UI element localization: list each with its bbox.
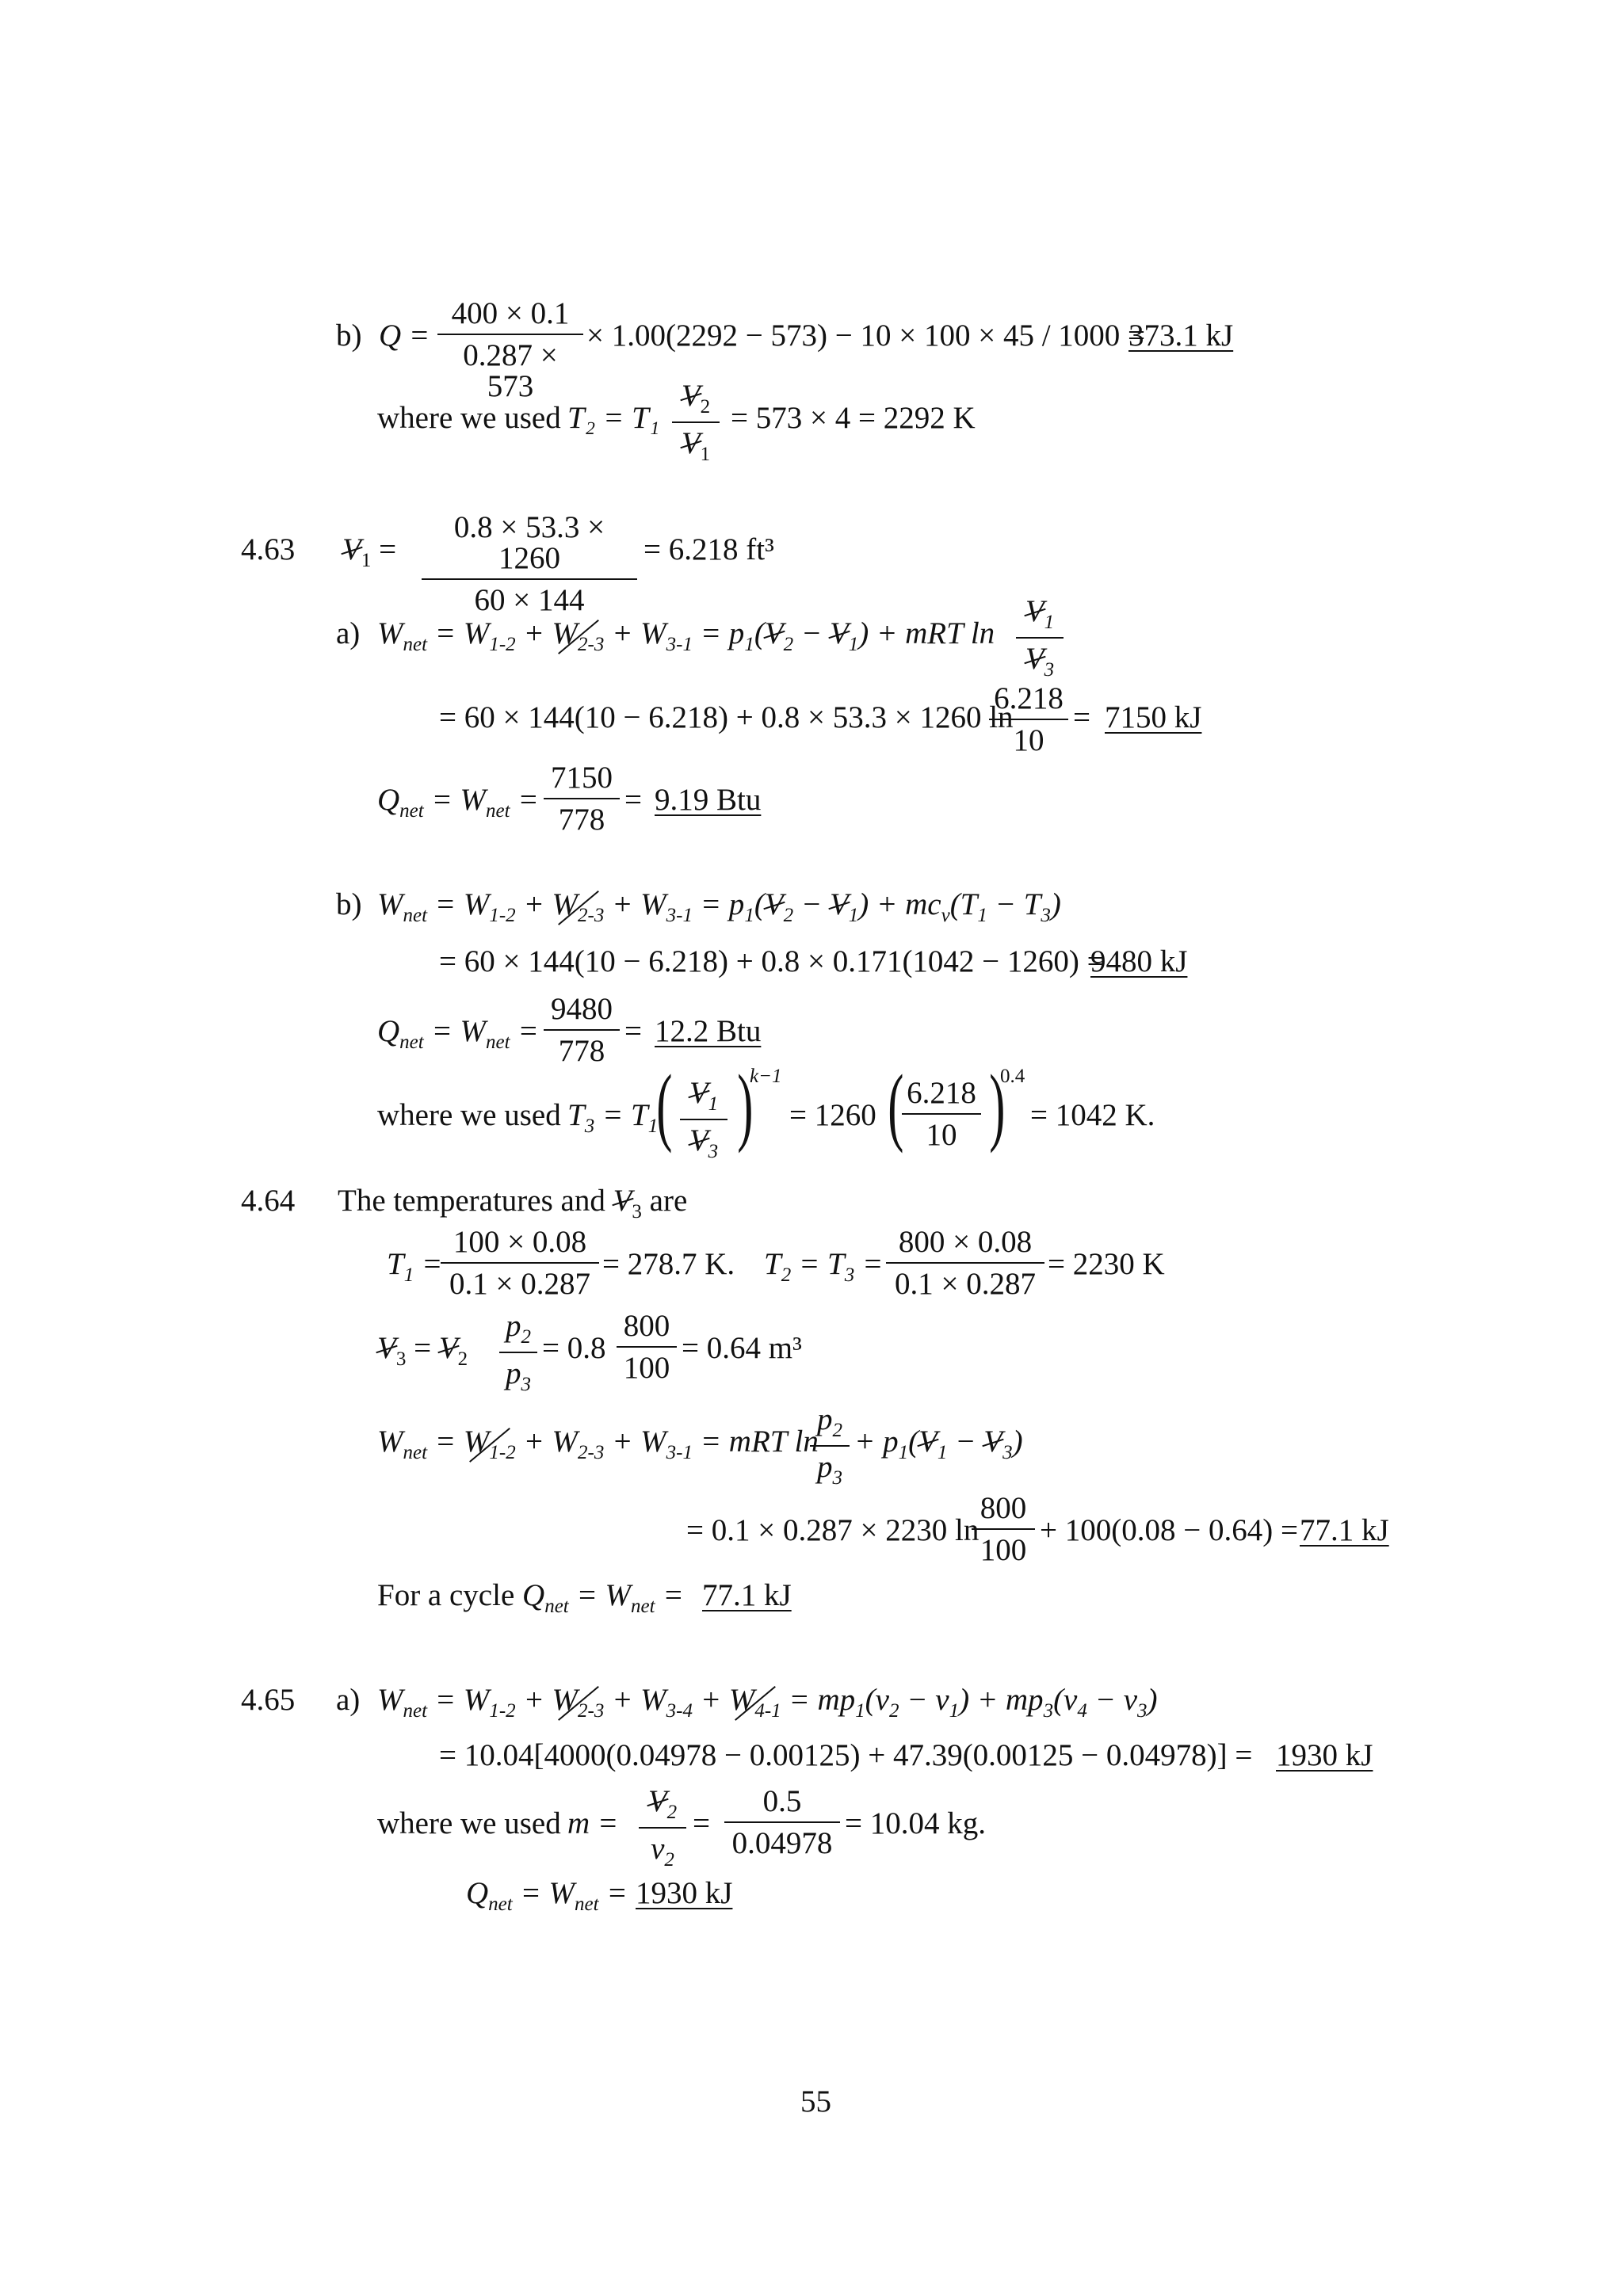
prev-t2-rhs: = 573 × 4 = 2292 K [731, 401, 976, 435]
p463-b-line2: = 60 × 144(10 − 6.218) + 0.8 × 0.171(1042 − 1260) = [439, 944, 1105, 978]
p465-a-label: a) [336, 1683, 361, 1717]
p464-w-tail: + $p_1(V_1 - V_3)$ [854, 1425, 1023, 1463]
p464-t1-fraction: $\frac{100 \times 0.08}{0.1 \times 0.287}$ [441, 1226, 599, 1299]
p464-cycle-answer: 77.1 kJ [702, 1578, 792, 1612]
p464-w-ln-fraction: $\frac{800}{100}$ [972, 1493, 1035, 1566]
p464-t1-lhs: $T_1$ = [387, 1247, 443, 1286]
prev-t2-lhs: T₂ = T₁ [567, 401, 660, 435]
p463-v1-lhs: $V_1$ = [342, 532, 397, 571]
prev-q-fraction [437, 298, 583, 402]
p463-a-label: a) [336, 616, 361, 650]
p463-b-q-eq: = [624, 1014, 642, 1048]
p465-answer: 1930 kJ [1276, 1738, 1373, 1772]
prev-where-text: where we used [377, 401, 561, 435]
p465-m-lhs: m = [567, 1806, 619, 1840]
problem-4-63-number: 4.63 [241, 532, 296, 566]
p463-a-ln-fraction: $\frac{V_1}{V_3}$ [1016, 596, 1064, 680]
p463-t3-rparen: ) [737, 1057, 754, 1154]
p463-t3-result: = 1042 K. [1030, 1098, 1155, 1132]
p463-a-work: $W_{net} = W_{1-2} + W_{2-3} + W_{3-1} = p_1(V_2 - V_1)$ + mRT ln [377, 616, 995, 655]
prev-q-answer: 373.1 kJ [1128, 318, 1234, 353]
p463-t3-mid: = 1260 [789, 1098, 876, 1132]
p463-a-qnet: $Q_{net} = W_{net}$ = [377, 783, 539, 822]
p465-m-num-fraction: $\frac{0.5}{0.04978}$ [724, 1786, 840, 1859]
p463-a-answer: 7150 kJ [1105, 700, 1202, 734]
p463-b-qnet: $Q_{net} = W_{net}$ = [377, 1014, 539, 1053]
page-number: 55 [800, 2084, 831, 2119]
p463-a-q-answer: 9.19 Btu [655, 783, 762, 817]
p464-t23-lhs: $T_2 = T_3$ = [764, 1247, 884, 1286]
p465-m-v-fraction: $\frac{V_2}{v_2}$ [639, 1786, 686, 1870]
p463-b-label: b) [336, 887, 362, 921]
p464-w-answer: 77.1 kJ [1300, 1513, 1389, 1547]
p464-t23-fraction: $\frac{800 \times 0.08}{0.1 \times 0.287}$ [886, 1226, 1044, 1299]
p465-work: $W_{net} = W_{1-2} + W_{2-3} + W_{3-4} + W_{4-1} = mp_1(v_2 - v_1) + mp_3(v_4 - v_3)$ [377, 1683, 1158, 1722]
prev-q-num: 400 × 0.1 [451, 296, 570, 330]
p463-v1-result: = 6.218 ft³ [643, 532, 774, 566]
p463-b-q-fraction: $\frac{9480}{778}$ [544, 994, 620, 1066]
p465-where-text: where we used [377, 1806, 561, 1840]
p463-where-text: where we used [377, 1098, 561, 1132]
p465-q-answer: 1930 kJ [636, 1876, 733, 1910]
problem-4-64-number: 4.64 [241, 1184, 296, 1218]
p464-intro: The temperatures and $V_3$ are [338, 1184, 688, 1222]
p464-w-p-fraction: $\frac{p_2}{p_3}$ [810, 1404, 850, 1488]
p464-t23-result: = 2230 K [1048, 1247, 1165, 1281]
p464-v3-p-fraction: $\frac{p_2}{p_3}$ [499, 1310, 537, 1394]
p464-v3-mid: = 0.8 [542, 1331, 606, 1365]
prev-q-rhs: × 1.00(2292 − 573) − 10 × 100 × 45 / 1000 = [586, 318, 1146, 353]
p463-b-answer: 9480 kJ [1090, 944, 1188, 978]
p463-b-q-answer: 12.2 Btu [655, 1014, 762, 1048]
p464-w-tail2: + 100(0.08 − 0.64) = [1040, 1513, 1298, 1547]
p463-t3-lhs: $T_3 = T_1$ [567, 1098, 659, 1137]
p465-line2: = 10.04[4000(0.04978 − 0.00125) + 47.39(0.00125 − 0.04978)] = [439, 1738, 1253, 1772]
p464-t1-result: = 278.7 K. [602, 1247, 735, 1281]
p463-t3-k-exp: k−1 [750, 1066, 782, 1087]
prev-q-lhs: Q = [379, 318, 430, 353]
p463-a-line2: = 60 × 144(10 − 6.218) + 0.8 × 53.3 × 1260 ln [439, 700, 1014, 734]
p464-v3-result: = 0.64 m³ [682, 1331, 802, 1365]
p463-t3-lparen2: ( [888, 1057, 904, 1154]
prev-q-den: 0.287 × 573 [437, 334, 583, 402]
p463-v1-fraction: $\frac{0.8 \times 53.3 \times 1260}{60 \times 144}$ [422, 512, 637, 616]
p464-cycle: For a cycle $Q_{net} = W_{net}$ = [377, 1578, 684, 1617]
p465-m-result: = 10.04 kg. [845, 1806, 986, 1840]
p464-v3-lhs: $V_3 = V_2$ [377, 1331, 468, 1370]
p463-t3-lparen: ( [656, 1057, 673, 1154]
p463-t3-exp: 0.4 [1000, 1066, 1025, 1087]
p463-a-ln2-fraction: $\frac{6.218}{10}$ [989, 683, 1068, 756]
p464-w-work: $W_{net} = W_{1-2} + W_{2-3} + W_{3-1}$ = mRT ln [377, 1425, 819, 1463]
p463-a-eq: = [1073, 700, 1090, 734]
p465-m-eq: = [693, 1806, 710, 1840]
p463-t3-rparen2: ) [989, 1057, 1006, 1154]
p463-a-q-fraction: $\frac{7150}{778}$ [544, 762, 620, 835]
p464-v3-num-fraction: $\frac{800}{100}$ [617, 1310, 677, 1383]
p464-w-line2: = 0.1 × 0.287 × 2230 ln [686, 1513, 980, 1547]
p465-qnet: $Q_{net} = W_{net}$ = [466, 1876, 628, 1915]
p463-b-work: $W_{net} = W_{1-2} + W_{2-3} + W_{3-1} = p_1(V_2 - V_1) + mc_v(T_1 - T_3)$ [377, 887, 1061, 926]
p463-a-q-eq: = [624, 783, 642, 817]
prev-t2-fraction: $\frac{V_2}{V_1}$ [672, 380, 720, 464]
p463-t3-v-fraction: $\frac{V_1}{V_3}$ [680, 1077, 727, 1161]
problem-4-65-number: 4.65 [241, 1683, 296, 1717]
prev-b-label: b) [336, 318, 362, 353]
p463-t3-num-fraction: $\frac{6.218}{10}$ [902, 1077, 981, 1150]
